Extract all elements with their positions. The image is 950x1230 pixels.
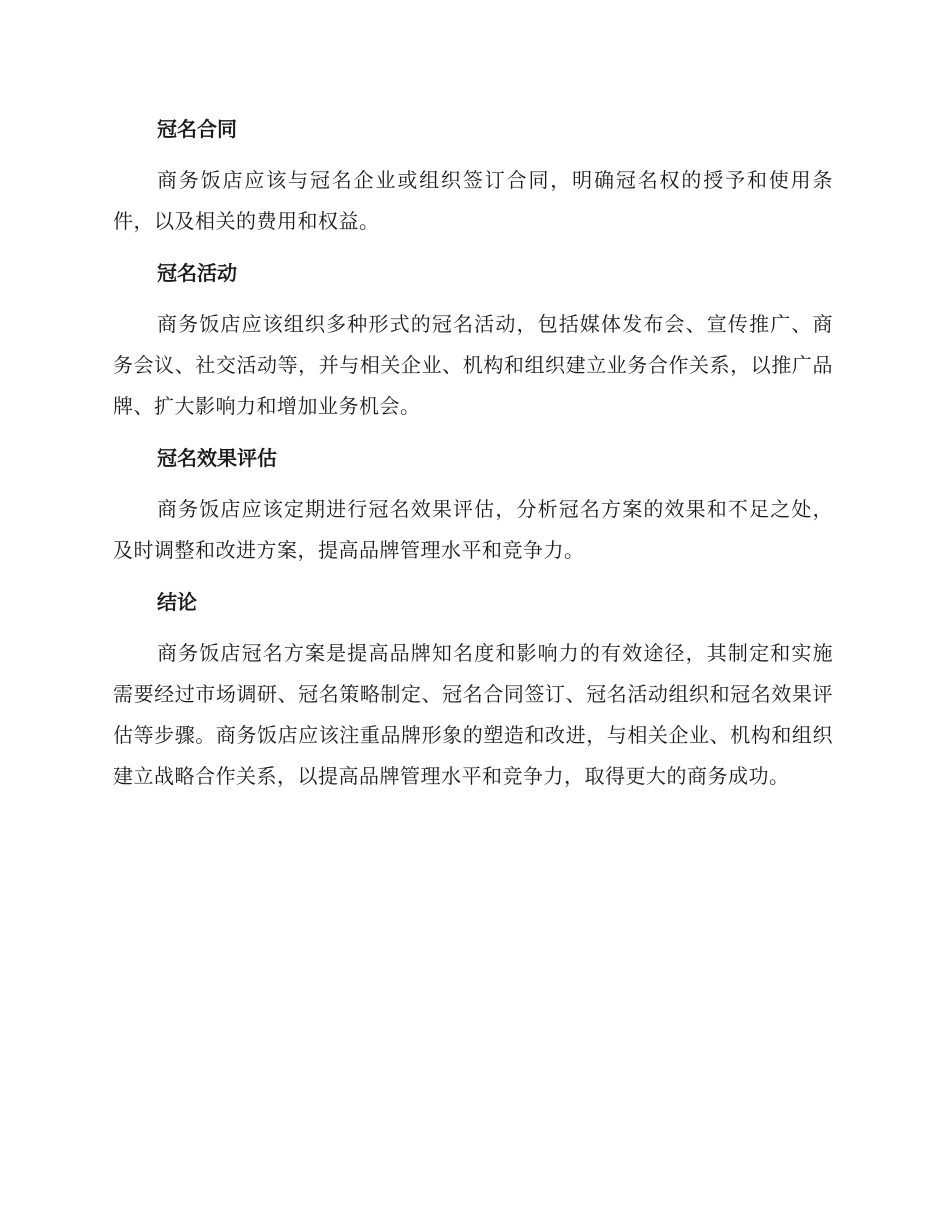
section-heading-conclusion: 结论 xyxy=(157,590,197,614)
section-heading-activities: 冠名活动 xyxy=(157,261,237,285)
section-body-evaluation: 商务饭店应该定期进行冠名效果评估，分析冠名方案的效果和不足之处，及时调整和改进方案，提高品牌管理水平和竞争力。 xyxy=(113,497,833,562)
section-body-contract: 商务饭店应该与冠名企业或组织签订合同，明确冠名权的授予和使用条件，以及相关的费用和权益。 xyxy=(113,168,833,233)
document-page xyxy=(113,113,833,812)
section-heading-evaluation: 冠名效果评估 xyxy=(157,446,277,470)
section-body-activities: 商务饭店应该组织多种形式的冠名活动，包括媒体发布会、宣传推广、商务会议、社交活动等，并与相关企业、机构和组织建立业务合作关系，以推广品牌、扩大影响力和增加业务机会。 xyxy=(113,312,833,418)
section-body-conclusion: 商务饭店冠名方案是提高品牌知名度和影响力的有效途径，其制定和实施需要经过市场调研、冠名策略制定、冠名合同签订、冠名活动组织和冠名效果评估等步骤。商务饭店应该注重品牌形象的塑造和改进，与相关企业、机构和组织建立战略合作关系，以提高品牌管理水平和竞争力，取得更大的商务成功。 xyxy=(113,641,833,788)
section-heading-contract: 冠名合同 xyxy=(157,117,237,141)
